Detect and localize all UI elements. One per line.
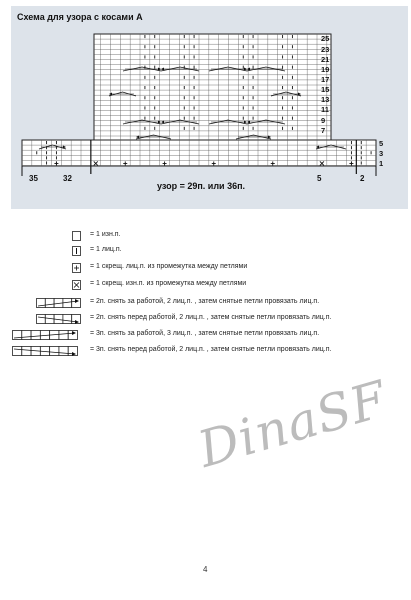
watermark: DinaSF xyxy=(192,369,394,479)
legend-row xyxy=(0,297,411,311)
stitch-number-label: 32 xyxy=(63,174,72,183)
row-number-label: 21 xyxy=(321,55,330,64)
empty-square-icon xyxy=(72,231,81,241)
cable-2-back-icon xyxy=(36,298,81,308)
legend-text: = 3п. снять за работой, 3 лиц.п. , затем снятые петли провязать лиц.п. xyxy=(90,330,320,337)
knitting-chart xyxy=(11,6,408,209)
stitch-number-label: 5 xyxy=(317,174,322,183)
legend-text: = 2п. снять перед работой, 2 лиц.п. , затем снятые петли провязать лиц.п. xyxy=(90,314,332,321)
row-number-label: 23 xyxy=(321,45,330,54)
legend-text: = 2п. снять за работой, 2 лиц.п. , затем снятые петли провязать лиц.п. xyxy=(90,298,320,305)
row-number-label: 19 xyxy=(321,65,330,74)
legend-row xyxy=(0,279,411,293)
legend-row xyxy=(0,245,411,259)
cable-3-back-icon xyxy=(12,330,78,340)
plus-box-icon xyxy=(72,263,81,273)
stitch-number-label: 35 xyxy=(29,174,38,183)
legend-row xyxy=(0,313,411,327)
row-number-label: 7 xyxy=(321,126,326,135)
legend-row xyxy=(0,230,411,244)
legend-row xyxy=(0,345,411,359)
legend-text: = 3п. снять перед работой, 2 лиц.п. , затем снятые петли провязать лиц.п. xyxy=(90,346,332,353)
repeat-caption: узор = 29п. или 36п. xyxy=(156,181,246,191)
row-number-label: 9 xyxy=(321,116,326,125)
stitch-number-label: 2 xyxy=(360,174,365,183)
row-number-label: 15 xyxy=(321,85,330,94)
legend-row xyxy=(0,262,411,276)
vertical-bar-icon xyxy=(72,246,81,256)
legend-text: = 1 изн.п. xyxy=(90,231,121,238)
row-number-label: 11 xyxy=(321,105,329,114)
legend-text: = 1 скрещ. изн.п. из промежутка между петлями xyxy=(90,280,247,287)
cable-3-front-icon xyxy=(12,346,78,356)
legend-text: = 1 скрещ. лиц.п. из промежутка между петлями xyxy=(90,263,248,270)
chart-upper-block xyxy=(94,34,331,140)
page-number: 4 xyxy=(203,565,208,574)
row-number-label: 13 xyxy=(321,95,330,104)
chart-title: Схема для узора с косами А xyxy=(17,12,143,22)
legend-row xyxy=(0,329,411,343)
cross-box-icon xyxy=(72,280,81,290)
cable-2-front-icon xyxy=(36,314,81,324)
row-number-label: 25 xyxy=(321,34,330,43)
row-number-label: 1 xyxy=(379,159,384,168)
row-number-label: 3 xyxy=(379,149,384,158)
row-number-label: 17 xyxy=(321,75,330,84)
row-number-label: 5 xyxy=(379,139,384,148)
legend-text: = 1 лиц.п. xyxy=(90,246,122,253)
